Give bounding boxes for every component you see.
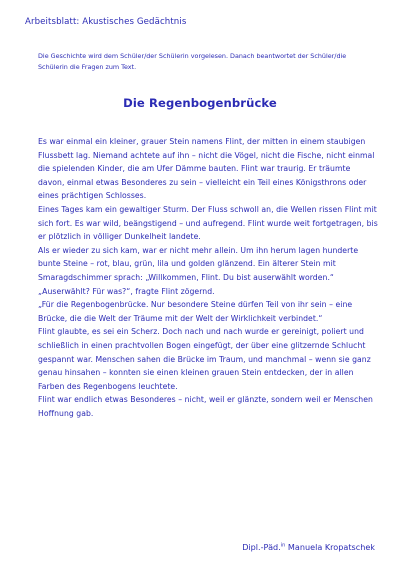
story-body	[38, 135, 378, 420]
story-paragraph: „Für die Regenbogenbrücke. Nur besondere Steine dürfen Teil von ihr sein – eine Brücke, die die Welt der Träume mit der Welt der Wirklichkeit verbindet.“	[38, 300, 353, 323]
instructions-text: Die Geschichte wird dem Schüler/der Schülerin vorgelesen. Danach beantwortet der Schüler/die Schülerin die Fragen zum Text.	[38, 52, 347, 71]
story-paragraph: Flint war endlich etwas Besonderes – nicht, weil er glänzte, sondern weil er Menschen Hoffnung gab.	[38, 395, 373, 418]
story-paragraph: Als er wieder zu sich kam, war er nicht mehr allein. Um ihn herum lagen hunderte bunte Steine – rot, blau, grün, lila und golden glänzend. Ein älterer Stein mit Smaragdschimmer sprach: „Willkommen, Flint. Du bist auserwählt worden.“	[38, 245, 359, 282]
worksheet-header: Arbeitsblatt: Akustisches Gedächtnis	[25, 17, 187, 27]
author-title-suffix: in	[280, 542, 286, 549]
story-title: Die Regenbogenbrücke	[123, 96, 277, 110]
story-paragraph: Eines Tages kam ein gewaltiger Sturm. Der Fluss schwoll an, die Wellen rissen Flint mit sich fort. Es war wild, beängstigend – und aufregend. Flint wurde weit fortgetragen, bis er plötzlich in völliger Dunkelheit landete.	[38, 204, 378, 242]
author-title: Dipl.-Päd.	[242, 542, 281, 552]
author-signature	[242, 542, 375, 552]
story-paragraph: Flint glaubte, es sei ein Scherz. Doch nach und nach wurde er gereinigt, poliert und schließlich in einen prachtvollen Bogen eingefügt, der über eine glitzernde Schlucht gespannt war. Menschen sahen die Brücke im Traum, und manchmal – wenn sie ganz genau hinsahen – konnten sie einen kleinen grauen Stein entdecken, der in allen Farben des Regenbogens leuchtete.	[38, 327, 371, 391]
story-paragraph: „Auserwählt? Für was?“, fragte Flint zögernd.	[38, 286, 215, 296]
author-name: Manuela Kropatschek	[285, 542, 375, 552]
story-paragraph: Es war einmal ein kleiner, grauer Stein namens Flint, der mitten in einem staubigen Flussbett lag. Niemand achtete auf ihn – nicht die Vögel, nicht die Fische, nicht einmal die spielenden Kinder, die am Ufer Dämme bauten. Flint war traurig. Er träumte davon, einmal etwas Besonderes zu sein – vielleicht ein Teil eines Königsthrons oder eines prächtigen Schlosses.	[38, 137, 375, 201]
